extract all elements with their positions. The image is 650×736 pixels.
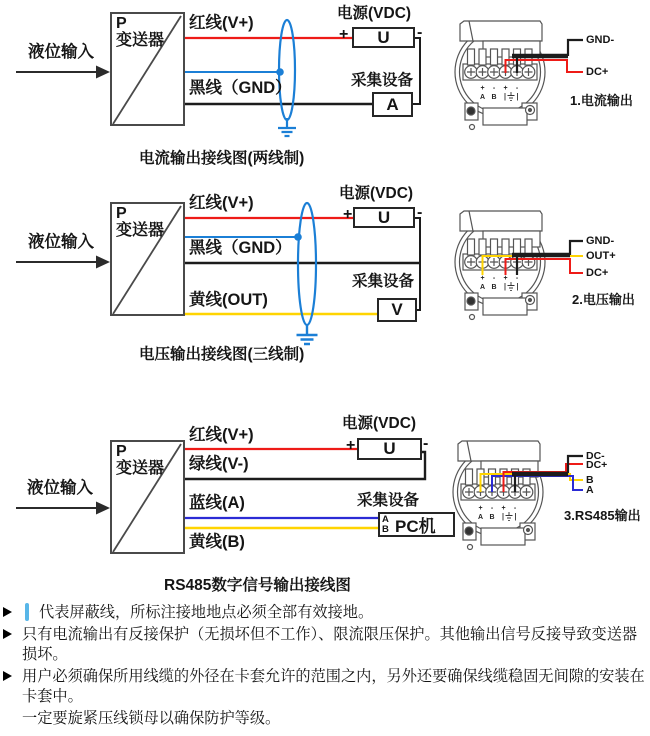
d1-head-caption: 1.电流输出	[570, 93, 633, 108]
d2-caption: 电压输出接线图(三线制)	[139, 346, 305, 363]
d2-power-unit-box: U	[353, 207, 415, 228]
d2-terminal-head	[455, 211, 545, 320]
d3-head-caption: 3.RS485输出	[564, 508, 641, 523]
bullet-icon	[3, 603, 22, 622]
svg-text:-: -	[492, 275, 496, 282]
d1-power-title: 电源(VDC)	[337, 5, 412, 22]
svg-text:-: -	[515, 275, 519, 282]
d3-transmitter-p: P	[116, 443, 127, 460]
d3-transmitter-name: 变送器	[116, 460, 165, 477]
d1-ground-symbol	[278, 118, 296, 136]
d1-input-label: 液位输入	[28, 43, 94, 61]
d1-caption: 电流输出接线图(两线制)	[139, 150, 305, 167]
d3-collector-unit: PC机	[395, 517, 436, 536]
d2-input-label: 液位输入	[28, 233, 94, 251]
d1-terminal-head	[455, 21, 545, 130]
d3-plus-sign: +	[346, 437, 356, 454]
d2-plus-sign: +	[343, 206, 353, 223]
d2-collector-unit-box: V	[377, 298, 417, 322]
bullet-icon	[3, 709, 22, 728]
svg-text:+: +	[501, 505, 506, 512]
d1-lead-gnd: GND-	[586, 34, 615, 46]
note-text: 只有电流输出有反接保护（无损坏但不工作）、限流限压保护。其他输出信号反接导致变送器损坏。	[22, 626, 638, 663]
notes-section	[3, 603, 648, 732]
d3-wire-label-red: 红线(V+)	[189, 426, 254, 444]
d2-wire-label-black: 黑线（GND）	[189, 239, 292, 257]
d1-minus-sign: -	[417, 24, 423, 41]
d3-power-unit-box: U	[357, 438, 422, 460]
d1-collector-unit-box: A	[372, 92, 413, 117]
svg-text:A: A	[479, 94, 486, 101]
d3-port-b: B	[382, 523, 389, 535]
d3-port-a: A	[382, 514, 389, 525]
d2-transmitter-p: P	[116, 205, 127, 222]
d2-lead-dc: DC+	[586, 267, 609, 279]
d1-shield-junction-dot	[276, 68, 284, 76]
d2-collector-title: 采集设备	[352, 273, 415, 290]
svg-text:+: +	[478, 505, 483, 512]
d3-transmitter-box	[110, 440, 185, 554]
note-text: 一定要旋紧压线锁母以确保防护等级。	[22, 710, 281, 728]
svg-text:B: B	[491, 284, 497, 291]
d3-terminal-head	[453, 441, 543, 550]
d2-transmitter-name: 变送器	[116, 222, 165, 239]
note-polarity	[3, 625, 648, 664]
note-cable-gland	[3, 667, 648, 706]
d1-transmitter-p: P	[116, 15, 127, 32]
svg-text:B: B	[491, 94, 497, 101]
d1-input-arrow	[16, 66, 110, 79]
svg-text:+: +	[503, 85, 508, 92]
d1-plus-sign: +	[339, 26, 349, 43]
svg-text:-: -	[513, 505, 517, 512]
shield-line-icon	[25, 603, 29, 621]
d1-transmitter-name: 变送器	[116, 32, 165, 49]
d3-minus-sign: -	[423, 435, 429, 452]
d1-wire-label-black: 黑线（GND）	[189, 79, 292, 97]
svg-text:B: B	[489, 514, 495, 521]
svg-text:-: -	[490, 505, 494, 512]
d3-lead-a: A	[586, 484, 594, 496]
note-lock-nut	[3, 709, 648, 728]
d2-wire-label-yellow: 黄线(OUT)	[189, 291, 268, 309]
bullet-icon	[3, 667, 22, 706]
d3-lead-dcminus: DC-	[586, 450, 605, 462]
d3-wire-label-green: 绿线(V-)	[189, 455, 249, 473]
d2-input-arrow	[16, 256, 110, 269]
bullet-icon	[3, 625, 22, 664]
svg-text:+: +	[480, 275, 485, 282]
svg-text:A: A	[477, 514, 484, 521]
d1-lead-dc: DC+	[586, 66, 609, 78]
d2-shield-junction-dot	[294, 233, 302, 241]
d3-input-arrow	[16, 502, 110, 515]
d2-power-title: 电源(VDC)	[339, 185, 414, 202]
note-shield	[3, 603, 648, 622]
d2-lead-gnd: GND-	[586, 235, 615, 247]
d2-ground-symbol	[297, 325, 318, 344]
d3-collector-unit-box	[378, 512, 455, 537]
d1-collector-title: 采集设备	[351, 72, 414, 89]
d2-head-caption: 2.电压输出	[572, 292, 635, 307]
d3-lead-dcplus: DC+	[586, 459, 608, 471]
d3-collector-title: 采集设备	[357, 492, 420, 509]
d3-wire-label-yellow: 黄线(B)	[189, 533, 245, 551]
d2-wire-label-red: 红线(V+)	[189, 194, 254, 212]
d3-lead-b: B	[586, 474, 594, 486]
d1-transmitter-box	[110, 12, 185, 126]
svg-text:-: -	[515, 85, 519, 92]
d3-wire-label-blue: 蓝线(A)	[189, 494, 245, 512]
d2-minus-sign: -	[417, 204, 423, 221]
d2-transmitter-box	[110, 202, 185, 316]
d2-shield	[185, 203, 318, 344]
svg-text:A: A	[479, 284, 486, 291]
svg-text:-: -	[492, 85, 496, 92]
note-text: 用户必须确保所用线缆的外径在卡套允许的范围之内，另外还要确保线缆稳固无间隙的安装在卡套中。	[22, 668, 645, 705]
d2-lead-out: OUT+	[586, 250, 616, 262]
d1-wire-label-red: 红线(V+)	[189, 14, 254, 32]
d3-input-label: 液位输入	[27, 479, 93, 497]
note-text: 代表屏蔽线，所标注接地地点必须全部有效接地。	[22, 603, 648, 622]
svg-text:+: +	[503, 275, 508, 282]
d3-power-title: 电源(VDC)	[342, 415, 417, 432]
d1-power-unit-box: U	[352, 27, 415, 48]
d3-caption: RS485数字信号输出接线图	[164, 577, 351, 594]
svg-text:+: +	[480, 85, 485, 92]
